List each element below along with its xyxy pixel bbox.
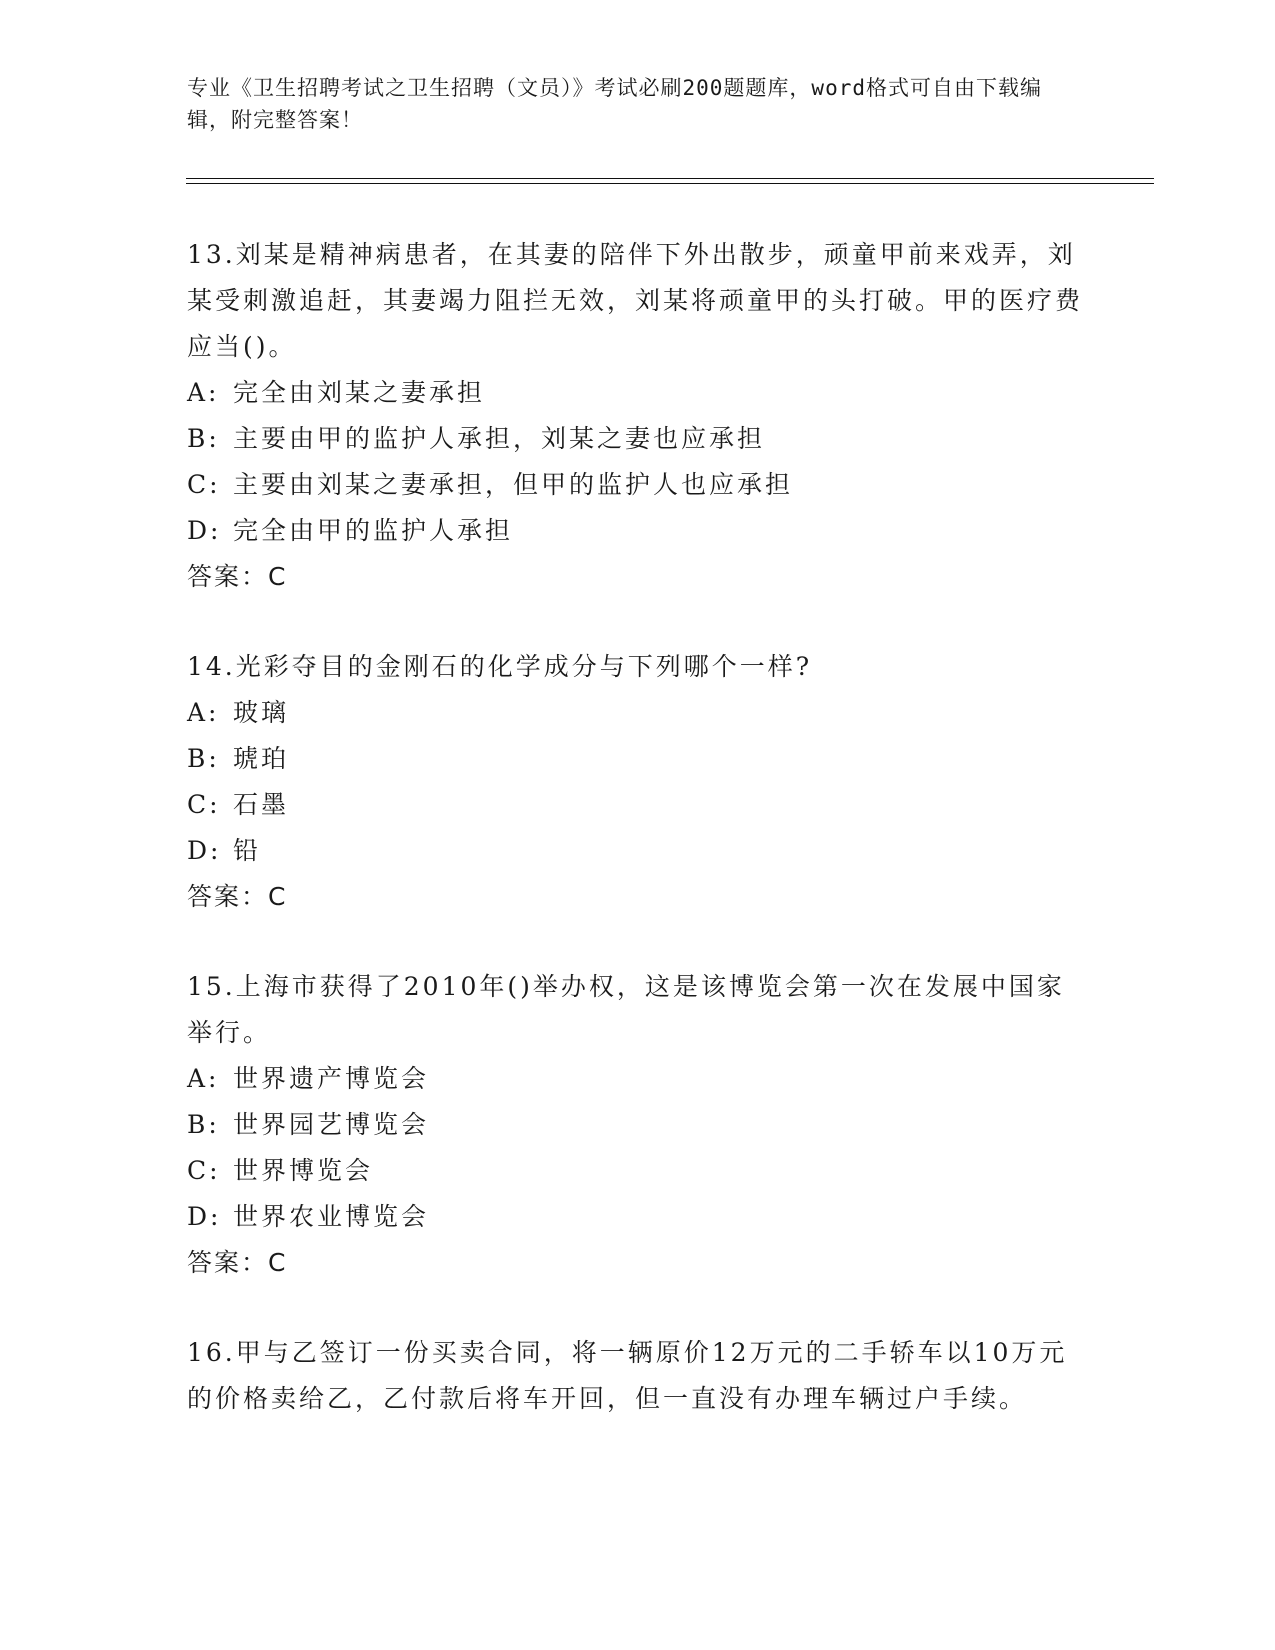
option-letter: B: [187, 744, 220, 773]
question-13 [187, 232, 1087, 600]
option-letter: D: [187, 516, 222, 545]
option-text: 世界农业博览会 [233, 1202, 430, 1231]
option-text: 世界博览会 [233, 1156, 374, 1185]
option-a [187, 370, 1087, 416]
option-letter: A: [187, 698, 220, 727]
question-text: 16.甲与乙签订一份买卖合同，将一辆原价12万元的二手轿车以10万元的价格卖给乙，乙付款后将车开回，但一直没有办理车辆过户手续。 [187, 1338, 1068, 1413]
option-text: 主要由甲的监护人承担，刘某之妻也应承担 [233, 424, 766, 453]
question-text: 15.上海市获得了2010年()举办权，这是该博览会第一次在发展中国家举行。 [187, 972, 1065, 1047]
option-b [187, 416, 1087, 462]
answer-line: 答案：C [187, 1248, 288, 1277]
option-letter: C: [187, 1156, 221, 1185]
option-c [187, 462, 1087, 508]
answer-line: 答案：C [187, 562, 288, 591]
option-letter: B: [187, 424, 220, 453]
option-b [187, 736, 1087, 782]
option-letter: A: [187, 1064, 220, 1093]
option-d [187, 828, 1087, 874]
option-letter: C: [187, 470, 221, 499]
option-text: 完全由甲的监护人承担 [233, 516, 514, 545]
header-divider-top [186, 178, 1154, 179]
option-text: 世界园艺博览会 [233, 1110, 430, 1139]
header-divider-bottom [186, 183, 1154, 184]
question-list [187, 232, 1087, 1466]
option-letter: B: [187, 1110, 220, 1139]
option-letter: A: [187, 378, 220, 407]
question-text: 14.光彩夺目的金刚石的化学成分与下列哪个一样? [187, 652, 813, 681]
option-text: 玻璃 [233, 698, 290, 727]
option-text: 石墨 [233, 790, 290, 819]
option-letter: D: [187, 836, 222, 865]
option-a [187, 690, 1087, 736]
option-d [187, 1194, 1087, 1240]
option-text: 完全由刘某之妻承担 [233, 378, 486, 407]
option-b [187, 1102, 1087, 1148]
option-letter: C: [187, 790, 221, 819]
option-letter: D: [187, 1202, 222, 1231]
question-16 [187, 1330, 1087, 1422]
question-15 [187, 964, 1087, 1286]
question-text: 13.刘某是精神病患者，在其妻的陪伴下外出散步，顽童甲前来戏弄，刘某受刺激追赶，其妻竭力阻拦无效，刘某将顽童甲的头打破。甲的医疗费应当()。 [187, 240, 1084, 361]
answer-line: 答案：C [187, 882, 288, 911]
option-text: 世界遗产博览会 [233, 1064, 430, 1093]
option-c [187, 1148, 1087, 1194]
option-text: 琥珀 [233, 744, 290, 773]
document-intro: 专业《卫生招聘考试之卫生招聘（文员）》考试必刷200题题库，word格式可自由下载编辑，附完整答案！ [187, 76, 1042, 132]
option-c [187, 782, 1087, 828]
option-text: 主要由刘某之妻承担，但甲的监护人也应承担 [233, 470, 794, 499]
option-d [187, 508, 1087, 554]
question-14 [187, 644, 1087, 920]
option-text: 铅 [233, 836, 262, 865]
option-a [187, 1056, 1087, 1102]
